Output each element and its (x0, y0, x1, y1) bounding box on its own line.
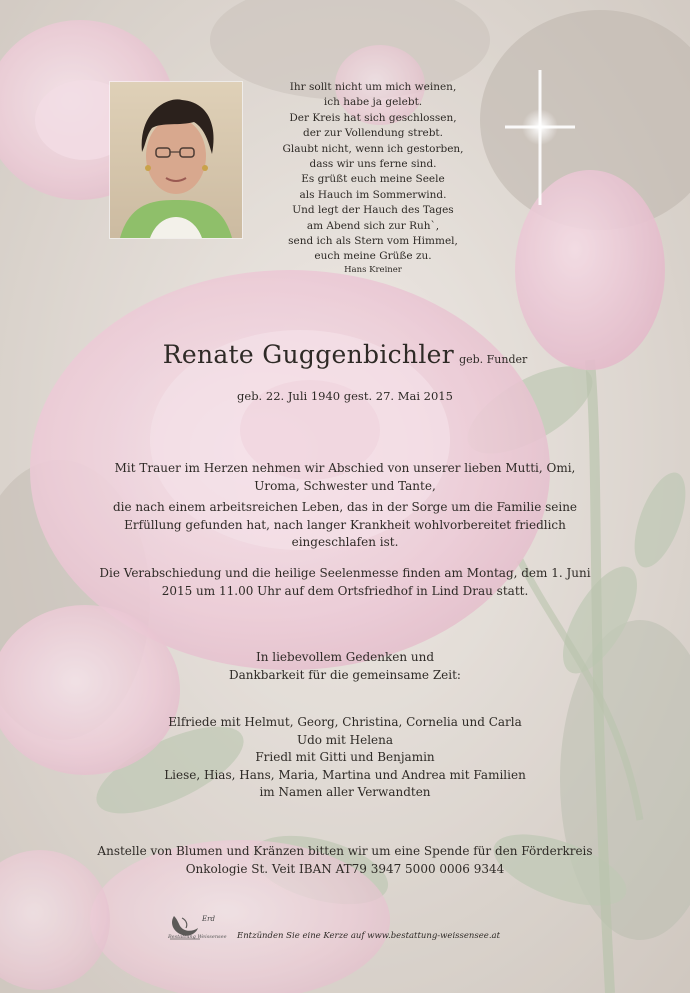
family-line: Liese, Hias, Hans, Maria, Martina und Andrea mit Familien (164, 767, 526, 782)
remembrance-text (95, 649, 595, 684)
family-line: Udo mit Helena (296, 732, 394, 747)
poem-line: der zur Vollendung strebt. (302, 127, 443, 140)
donation-text (95, 843, 595, 878)
text-line: die nach einem arbeitsreichen Leben, das in der Sorge um die Familie seine (112, 500, 578, 514)
life-dates: geb. 22. Juli 1940 gest. 27. Mai 2015 (237, 389, 453, 403)
poem-line: am Abend sich zur Ruh`, (306, 219, 440, 232)
family-line: Friedl mit Gitti und Benjamin (255, 750, 435, 764)
family-list (95, 714, 595, 802)
service-text (95, 565, 595, 600)
poem-line: Ihr sollt nicht um mich weinen, (289, 81, 457, 93)
poem-line: Der Kreis hat sich geschlossen, (289, 111, 457, 124)
text-line: Die Verabschiedung und die heilige Seelenmesse finden am Montag, dem 1. Juni (99, 566, 591, 580)
text-line: Mit Trauer im Herzen nehmen wir Abschied von unserer lieben Mutti, Omi, (114, 461, 576, 475)
poem-line: dass wir uns ferne sind. (309, 158, 437, 171)
poem-line: euch meine Grüße zu. (314, 250, 432, 263)
poem-line: als Hauch im Sommerwind. (299, 188, 447, 201)
portrait-photo (110, 82, 242, 238)
poem (258, 80, 488, 265)
text-line: In liebevollem Gedenken und (255, 650, 435, 664)
poem-line: Und legt der Hauch des Tages (292, 204, 454, 217)
poem-line: Glaubt nicht, wenn ich gestorben, (282, 142, 464, 155)
deceased-name: Renate Guggenbichler (162, 340, 454, 369)
footer (168, 912, 528, 942)
family-line: Elfriede mit Helmut, Georg, Christina, Cornelia und Carla (168, 715, 522, 729)
text-line: 2015 um 11.00 Uhr auf dem Ortsfriedhof in Lind Drau statt. (161, 583, 529, 598)
poem-author: Hans Kreiner (344, 265, 402, 275)
family-line: im Namen aller Verwandten (259, 785, 431, 799)
text-line: eingeschlafen ist. (291, 535, 399, 549)
candle-link[interactable]: Entzünden Sie eine Kerze auf www.bestattung-weissensee.at (237, 931, 501, 941)
poem-line: ich habe ja gelebt. (323, 96, 423, 109)
deceased-name-line (0, 340, 690, 369)
text-line: Uroma, Schwester und Tante, (254, 478, 436, 493)
text-line: Anstelle von Blumen und Kränzen bitten wir um eine Spende für den Förderkreis (97, 844, 593, 858)
poem-line: Es grüßt euch meine Seele (301, 173, 445, 186)
birth-name: geb. Funder (459, 353, 528, 366)
poem-line: send ich als Stern vom Himmel, (288, 235, 458, 248)
text-line: Onkologie St. Veit IBAN AT79 3947 5000 0006 9344 (185, 861, 505, 876)
logo-caption: Bestattung Weissensee (168, 934, 227, 940)
logo-text: Erd (202, 915, 215, 923)
text-line: Dankbarkeit für die gemeinsame Zeit: (229, 667, 461, 682)
life-text (95, 499, 595, 552)
announcement-text (95, 460, 595, 495)
text-line: Erfüllung gefunden hat, nach langer Krankheit wohlvorbereitet friedlich (124, 517, 566, 532)
